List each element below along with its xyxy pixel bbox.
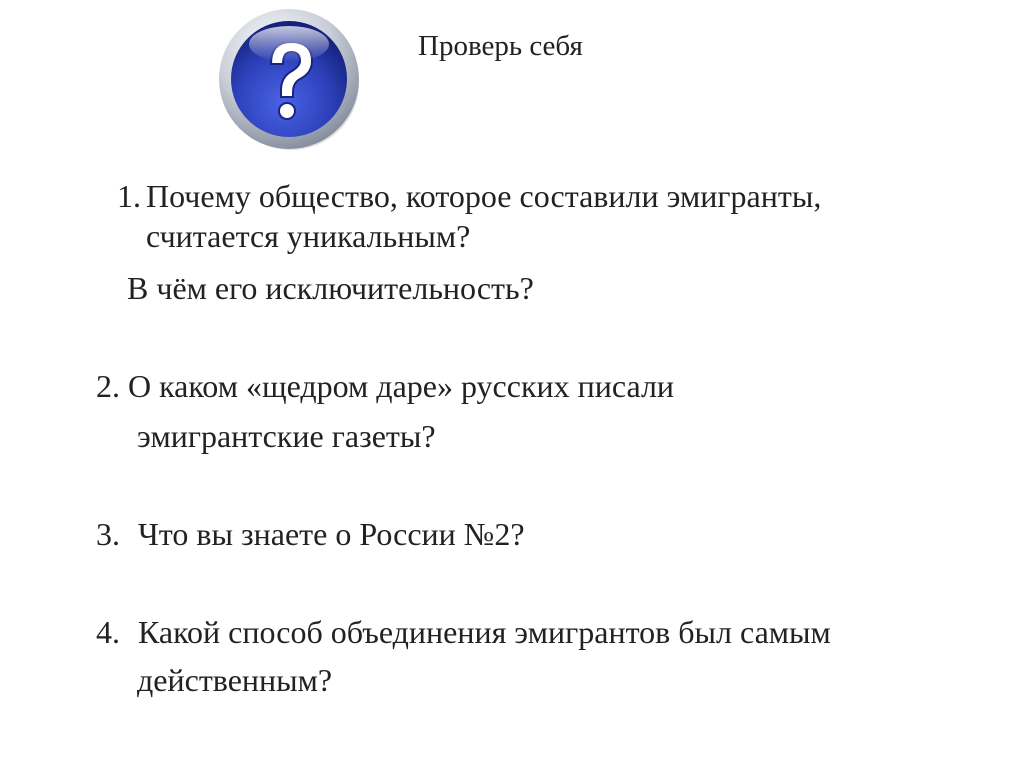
question-text: Почему общество, которое составили эмигранты, bbox=[146, 178, 822, 214]
question-3 bbox=[96, 514, 525, 554]
question-1 bbox=[117, 176, 821, 216]
question-number: 2. bbox=[96, 368, 120, 404]
question-2-continuation: эмигрантские газеты? bbox=[137, 418, 436, 454]
question-text: Какой способ объединения эмигрантов был самым bbox=[138, 614, 831, 650]
question-number: 3. bbox=[96, 516, 120, 552]
question-1-continuation: считается уникальным? bbox=[146, 218, 471, 254]
question-4-continuation: действенным? bbox=[137, 662, 333, 698]
question-text: Что вы знаете о России №2? bbox=[138, 516, 525, 552]
question-mark-icon bbox=[214, 4, 364, 154]
question-number: 4. bbox=[96, 614, 120, 650]
question-4 bbox=[96, 612, 831, 652]
question-2 bbox=[96, 366, 674, 406]
question-1-followup: В чём его исключительность? bbox=[127, 270, 534, 306]
question-text: О каком «щедром даре» русских писали bbox=[128, 368, 675, 404]
slide-title: Проверь себя bbox=[418, 30, 583, 62]
question-number: 1. bbox=[117, 178, 141, 214]
